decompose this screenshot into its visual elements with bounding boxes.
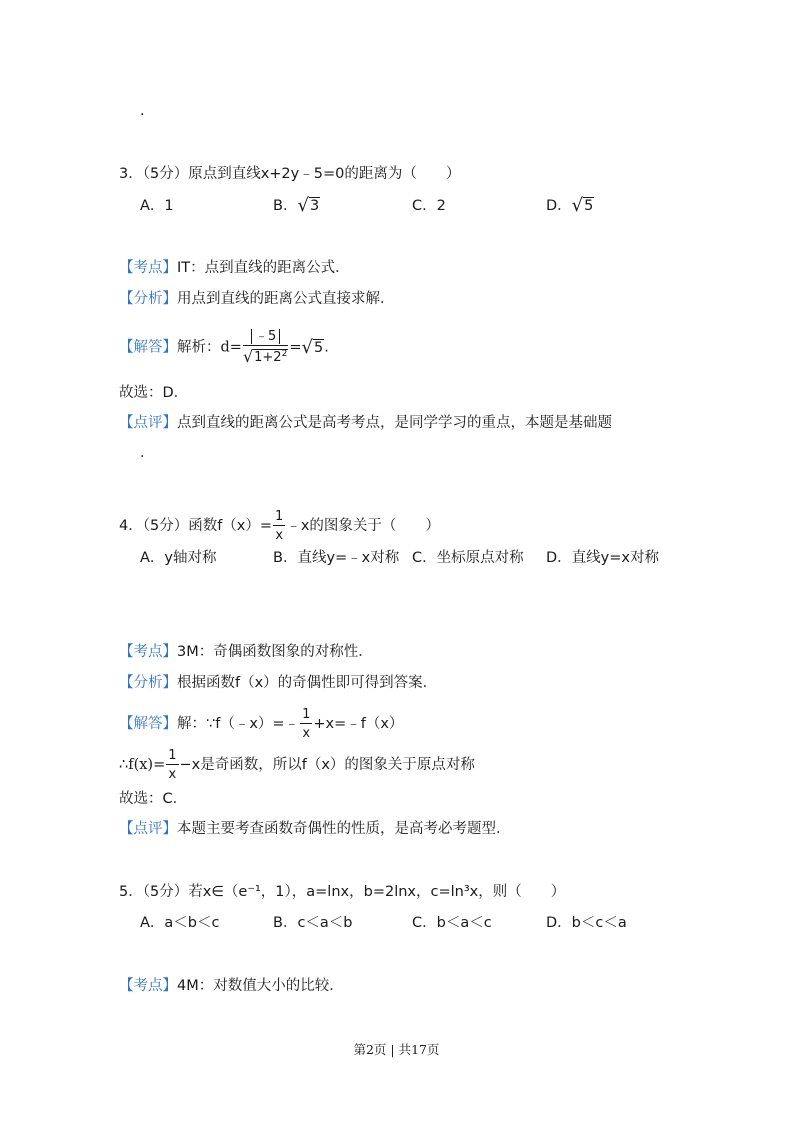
therefore-prefix: ∴f(x)= [119, 757, 166, 773]
option-letter: A． [140, 915, 165, 931]
option-text: 3 [309, 198, 320, 214]
fraction-denominator: x [275, 528, 284, 543]
sqrt-result: √5 [301, 336, 324, 358]
option-text: 直线y=x对称 [571, 550, 659, 566]
q4-option-d [546, 548, 659, 568]
q3-dianping-end: ． [140, 445, 155, 461]
kaodian-tag: 【考点】 [119, 978, 177, 994]
fenxi-tag: 【分析】 [119, 675, 177, 691]
option-text: y轴对称 [164, 550, 217, 566]
option-text: c＜a＜b [297, 915, 353, 931]
q4-jieda [119, 708, 403, 740]
q3-jieda [119, 330, 329, 365]
q5-kaodian [119, 976, 344, 996]
jieda-prefix: 解：∵f（﹣x）=﹣ [177, 716, 300, 732]
period: . [324, 339, 329, 356]
option-text: 1 [164, 198, 174, 214]
exponent: 2 [281, 349, 288, 359]
option-text: b＜c＜a [571, 915, 627, 931]
fenxi-text: 根据函数f（x）的奇偶性即可得到答案． [177, 675, 438, 691]
q3-option-c [412, 196, 446, 216]
option-letter: A． [140, 198, 165, 214]
d-symbol: d= [220, 339, 242, 356]
jieda-tag: 【解答】 [119, 716, 177, 732]
dianping-tag: 【点评】 [119, 415, 177, 431]
kaodian-text: IT：点到直线的距离公式． [177, 260, 350, 276]
jieda-fraction [300, 708, 312, 740]
continuation-dot: . [140, 103, 145, 119]
fenxi-text: 用点到直线的距离公式直接求解． [177, 291, 395, 307]
sqrt-expression: √3 [297, 195, 320, 216]
result-value: 5 [313, 339, 324, 356]
q4-option-a [140, 548, 217, 568]
therefore-suffix: −x是奇函数，所以f（x）的图象关于原点对称 [179, 757, 475, 773]
q3-option-d [546, 196, 594, 216]
q4-kaodian [119, 642, 373, 662]
q4-option-b [273, 548, 399, 568]
option-letter: D． [546, 550, 572, 566]
jieda-prefix: 解析： [177, 339, 221, 356]
dianping-text: 本题主要考查函数奇偶性的性质，是高考必考题型． [177, 821, 511, 837]
q3-stem: 3．（5分）原点到直线x+2y﹣5=0的距离为（ ） [119, 166, 461, 182]
q3-fenxi [119, 289, 395, 309]
q5-option-a [140, 913, 219, 933]
q5-stem: 5．（5分）若x∈（e⁻¹，1），a=lnx，b=2lnx，c=ln³x，则（ ） [119, 884, 566, 900]
q3-dianping [119, 413, 612, 433]
fenxi-tag: 【分析】 [119, 291, 177, 307]
option-text: 5 [584, 198, 594, 214]
q4-dianping [119, 819, 511, 839]
option-letter: D． [546, 915, 572, 931]
q3-option-b [273, 196, 320, 216]
q4-option-c [412, 548, 524, 568]
fraction-numerator: 1 [275, 509, 284, 524]
fraction-numerator: ﹣5 [251, 329, 280, 344]
option-text: 直线y=﹣x对称 [297, 550, 400, 566]
jieda-tag: 【解答】 [119, 339, 177, 356]
q3-kaodian [119, 258, 350, 278]
q5-option-d [546, 913, 627, 933]
kaodian-tag: 【考点】 [119, 260, 177, 276]
option-letter: B． [273, 915, 298, 931]
kaodian-tag: 【考点】 [119, 644, 177, 660]
dianping-text: 点到直线的距离公式是高考考点，是同学学习的重点，本题是基础题 [177, 415, 612, 431]
q5-option-b [273, 913, 353, 933]
fraction-numerator: 1 [168, 748, 177, 763]
option-text: a＜b＜c [164, 915, 220, 931]
dianping-tag: 【点评】 [119, 821, 177, 837]
fraction-denominator: x [302, 726, 311, 741]
option-letter: C． [412, 550, 437, 566]
option-text: 2 [436, 198, 446, 214]
q5-option-c [412, 913, 492, 933]
q4-fenxi [119, 673, 437, 693]
stem-prefix: 4．（5分）函数f（x）= [119, 518, 273, 534]
fraction-denominator: x [168, 767, 177, 782]
equals: = [289, 339, 302, 356]
q4-choice: 故选：C． [119, 791, 188, 807]
option-text: 坐标原点对称 [436, 550, 524, 566]
kaodian-text: 3M：奇偶函数图象的对称性． [177, 644, 373, 660]
therefore-fraction [166, 749, 178, 781]
option-letter: B． [273, 550, 298, 566]
q4-therefore [119, 749, 475, 781]
option-text: b＜a＜c [436, 915, 492, 931]
distance-fraction: $\frac{﹣5}{√1+2^2}$ [242, 329, 288, 366]
page-footer: 第2页 | 共17页 [353, 1042, 440, 1057]
option-letter: D． [546, 198, 572, 214]
sqrt-expression: √5 [571, 195, 594, 216]
option-letter: B． [273, 198, 298, 214]
q3-option-a [140, 196, 174, 216]
option-letter: A． [140, 550, 165, 566]
q3-choice: 故选：D． [119, 385, 189, 401]
jieda-suffix: +x=﹣f（x） [313, 716, 404, 732]
stem-suffix: ﹣x的图象关于（ ） [286, 518, 440, 534]
q4-stem [119, 510, 440, 542]
stem-fraction [273, 510, 285, 542]
fraction-denominator: 1+2 [254, 350, 282, 365]
option-letter: C． [412, 915, 437, 931]
option-letter: C． [412, 198, 437, 214]
kaodian-text: 4M：对数值大小的比较． [177, 978, 344, 994]
fraction-numerator: 1 [302, 707, 311, 722]
